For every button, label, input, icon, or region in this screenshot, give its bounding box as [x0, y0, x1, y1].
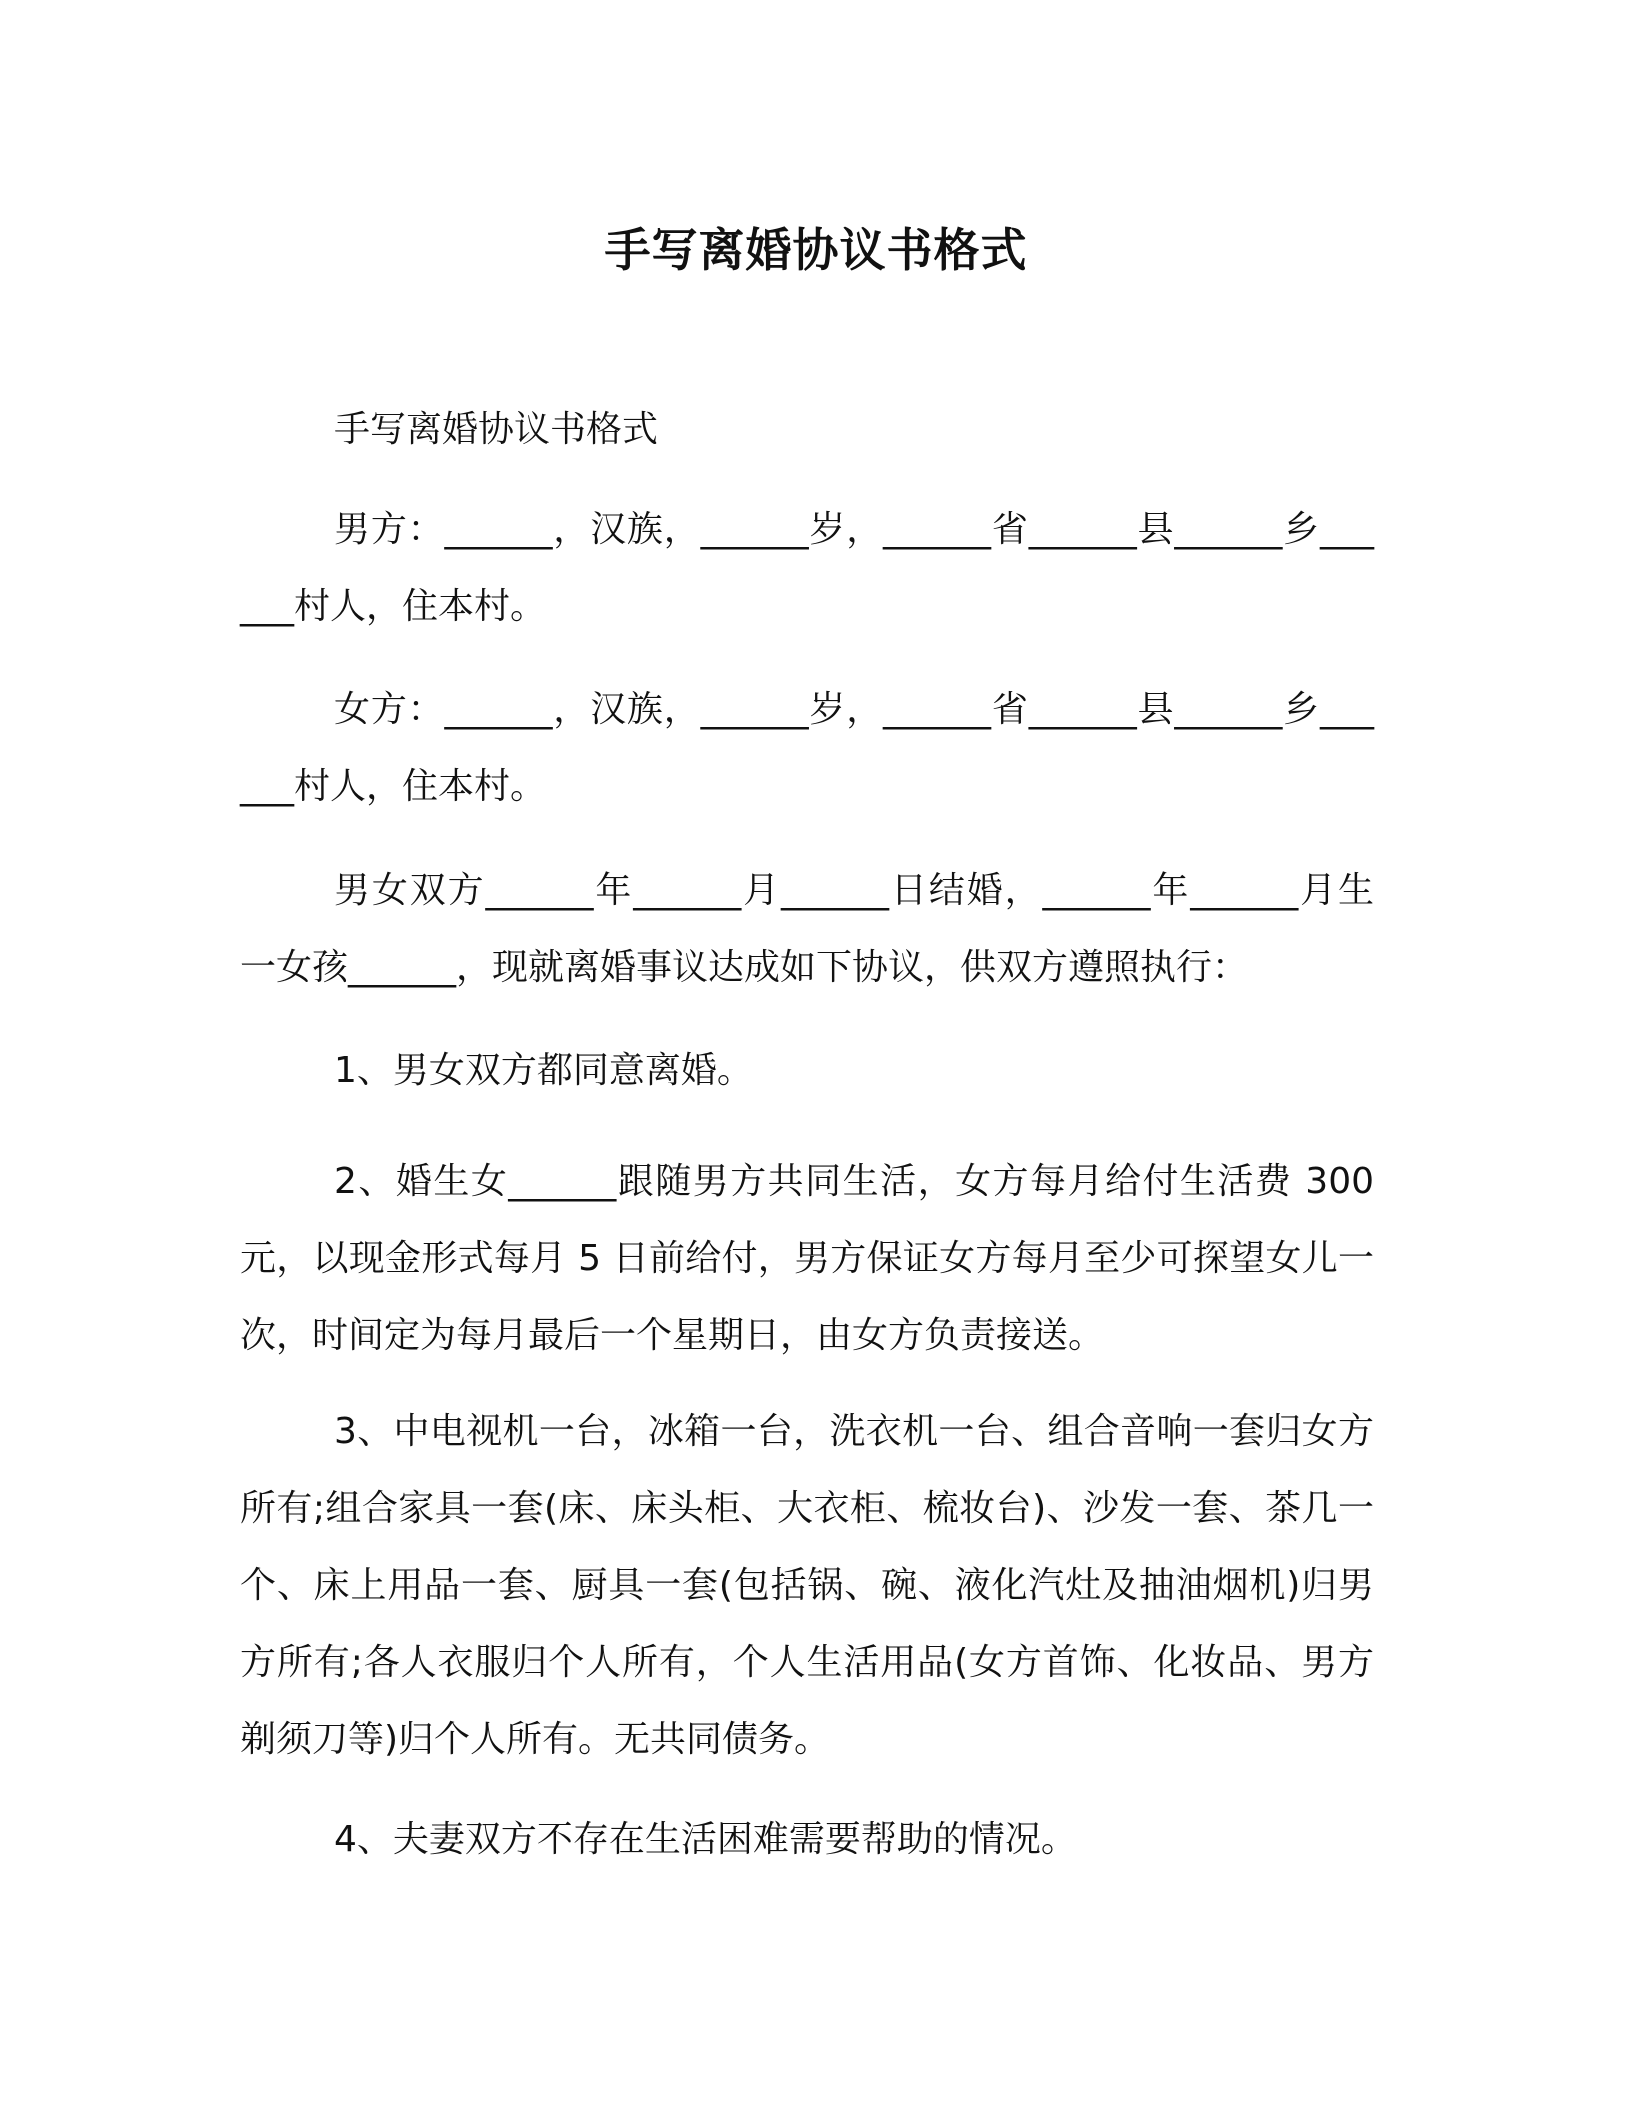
clause-2: 2、婚生女______跟随男方共同生活，女方每月给付生活费 300 元，以现金形式每月 5 日前给付，男方保证女方每月至少可探望女儿一次，时间定为每月最后一个星期日，由女方负责接送。 [240, 1161, 1374, 1356]
marriage-info-paragraph: 男女双方______年______月______日结婚，______年______月生一女孩______，现就离婚事议达成如下协议，供双方遵照执行： [240, 870, 1374, 988]
female-party-paragraph: 女方：______，汉族，______岁，______省______县______乡______村人，住本村。 [240, 689, 1374, 807]
clause-3: 3、中电视机一台，冰箱一台，洗衣机一台、组合音响一套归女方所有;组合家具一套(床、床头柜、大衣柜、梳妆台)、沙发一套、茶几一个、床上用品一套、厨具一套(包括锅、碗、液化汽灶及抽油烟机)归男方所有;各人衣服归个人所有，个人生活用品(女方首饰、化妆品、男方剃须刀等)归个人所有。无共同债务。 [240, 1411, 1374, 1760]
clause-1: 1、男女双方都同意离婚。 [334, 1050, 753, 1091]
clause-4: 4、夫妻双方不存在生活困难需要帮助的情况。 [334, 1819, 1077, 1860]
document-title: 手写离婚协议书格式 [604, 223, 1028, 277]
male-party-paragraph: 男方：______，汉族，______岁，______省______县______乡______村人，住本村。 [240, 509, 1374, 627]
document-subtitle: 手写离婚协议书格式 [334, 409, 659, 450]
